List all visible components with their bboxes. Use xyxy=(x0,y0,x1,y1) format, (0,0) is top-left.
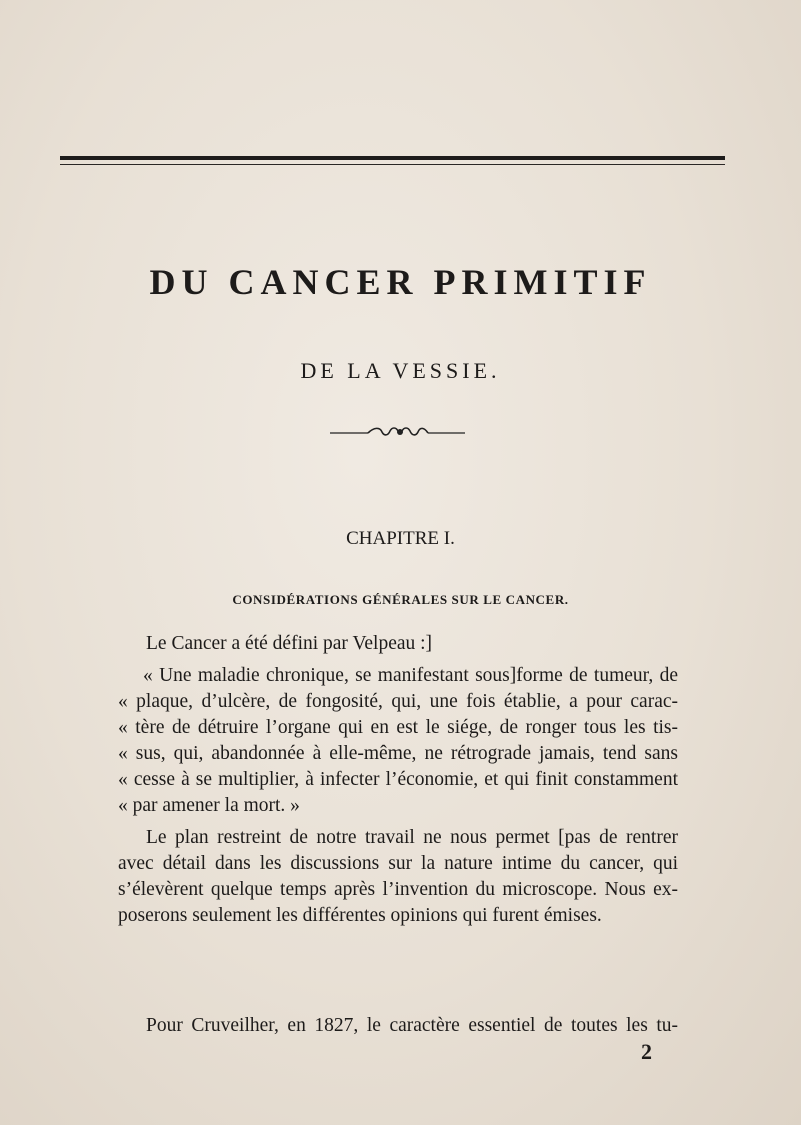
text-line: Pour Cruveilher, en 1827, le caractère essentiel de toutes les tu- xyxy=(146,1015,678,1036)
decorative-flourish-icon xyxy=(330,424,465,440)
text-line: « par amener la mort. » xyxy=(118,795,300,816)
text-line: poserons seulement les différentes opinions qui furent émises. xyxy=(118,905,602,926)
text-line: s’élevèrent quelque temps après l’invention du microscope. Nous ex- xyxy=(118,879,678,900)
text-line: Le Cancer a été défini par Velpeau :] xyxy=(146,633,433,654)
page-subtitle: DE LA VESSIE. xyxy=(300,358,501,383)
page-title: DU CANCER PRIMITIF xyxy=(149,262,652,302)
text-line: « Une maladie chronique, se manifestant sous]forme de tumeur, de xyxy=(143,665,678,686)
chapter-heading: CHAPITRE I. xyxy=(346,528,455,549)
header-rule-thick xyxy=(60,156,725,160)
text-line: « tère de détruire l’organe qui en est le siége, de ronger tous les tis- xyxy=(118,717,678,738)
text-line: « sus, qui, abandonnée à elle-même, ne rétrograde jamais, tend sans xyxy=(118,743,678,764)
section-heading: CONSIDÉRATIONS GÉNÉRALES SUR LE CANCER. xyxy=(232,592,569,607)
text-line: avec détail dans les discussions sur la nature intime du cancer, qui xyxy=(118,853,678,874)
header-rule-thin xyxy=(60,164,725,165)
text-line: « plaque, d’ulcère, de fongosité, qui, une fois établie, a pour carac- xyxy=(118,691,678,712)
page-number: 2 xyxy=(641,1039,652,1064)
text-line: « cesse à se multiplier, à infecter l’économie, et qui finit constamment xyxy=(118,769,678,790)
text-line: Le plan restreint de notre travail ne nous permet [pas de rentrer xyxy=(146,827,678,848)
